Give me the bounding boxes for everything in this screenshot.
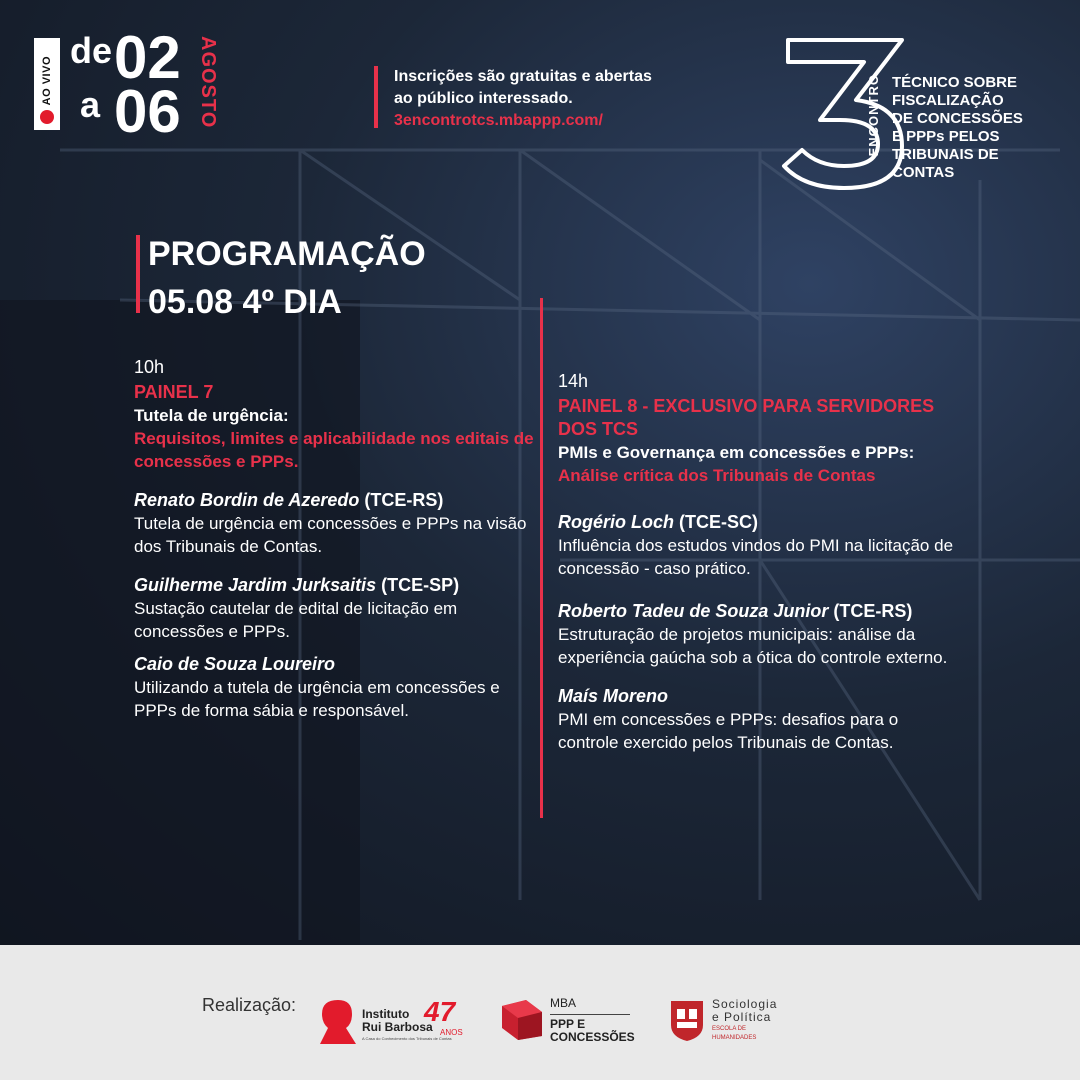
event-title	[892, 74, 1023, 182]
speaker-org: (TCE-RS)	[833, 601, 913, 621]
talk-description: PMI em concessões e PPPs: desafios para o controle exercido pelos Tribunais de Contas.	[558, 710, 899, 752]
talk-item	[558, 600, 958, 669]
date-end-day: 06	[114, 78, 181, 145]
mba-line: CONCESSÕES	[550, 1030, 635, 1044]
schedule-right-column	[558, 370, 958, 754]
event-title-line: CONTAS	[892, 164, 955, 181]
realizacao-label: Realização:	[202, 995, 297, 1015]
mba-cube-icon	[500, 998, 544, 1042]
sociologia-logo-text	[712, 998, 777, 1042]
sociologia-shield-icon	[668, 997, 706, 1043]
event-title-line: TRIBUNAIS DE	[892, 146, 999, 163]
socio-line: ESCOLA DE	[712, 1026, 747, 1032]
instituto-rui-barbosa-portrait-icon	[316, 996, 360, 1046]
session-time: 14h	[558, 371, 589, 391]
speaker-name: Roberto Tadeu de Souza Junior	[558, 601, 829, 621]
schedule-left-column	[134, 356, 534, 722]
talk-item	[558, 685, 958, 754]
speaker-name: Renato Bordin de Azeredo	[134, 490, 360, 510]
speaker-org: (TCE-SP)	[381, 575, 460, 595]
registration-info	[394, 66, 652, 132]
info-accent-bar	[374, 66, 378, 128]
irb-logo-text	[362, 1008, 433, 1034]
talk-item	[134, 653, 534, 722]
live-label: AO VIVO	[41, 55, 53, 105]
mba-line	[550, 1014, 635, 1044]
mba-line: MBA	[550, 996, 577, 1010]
talk-description: Utilizando a tutela de urgência em concessões e PPPs de forma sábia e responsável.	[134, 678, 500, 720]
session-time: 10h	[134, 357, 165, 377]
column-divider	[540, 298, 543, 818]
info-line-2: ao público interessado.	[394, 90, 573, 107]
live-badge	[34, 38, 60, 130]
talk-description: Tutela de urgência em concessões e PPPs na visão dos Tribunais de Contas.	[134, 514, 527, 556]
mba-line: PPP E	[550, 1017, 586, 1031]
event-title-line: DE CONCESSÕES	[892, 110, 1023, 127]
live-dot-icon	[40, 110, 54, 124]
talk-item	[134, 489, 534, 558]
program-accent-bar	[136, 235, 140, 313]
talk-description: Estruturação de projetos municipais: análise da experiência gaúcha sob a ótica do controle externo.	[558, 625, 948, 667]
program-heading	[148, 230, 426, 326]
speaker-name: Guilherme Jardim Jurksaitis	[134, 575, 377, 595]
event-edition-label: ENCONTRO	[866, 74, 881, 157]
program-title: PROGRAMAÇÃO	[148, 235, 426, 273]
speaker-name: Maís Moreno	[558, 686, 669, 706]
socio-line: Sociologia	[712, 997, 778, 1011]
event-title-line: FISCALIZAÇÃO	[892, 92, 1004, 109]
speaker-org: (TCE-RS)	[364, 490, 444, 510]
irb-47-mark: 47	[424, 996, 456, 1027]
registration-link[interactable]: 3encontrotcs.mbappp.com/	[394, 112, 603, 129]
panel-topic: PMIs e Governança em concessões e PPPs:	[558, 443, 915, 462]
program-date: 05.08 4º DIA	[148, 283, 342, 321]
socio-line: HUMANIDADES	[712, 1035, 757, 1041]
event-title-line: TÉCNICO SOBRE	[892, 74, 1018, 91]
panel-title: PAINEL 8 - EXCLUSIVO PARA SERVIDORES DOS TCS	[558, 396, 935, 439]
irb-line: Rui Barbosa	[362, 1020, 433, 1034]
date-start-day: 02	[114, 24, 181, 91]
mba-logo-text	[550, 996, 635, 1044]
speaker-org: (TCE-SC)	[679, 512, 759, 532]
talk-item	[134, 574, 534, 643]
talk-description: Influência dos estudos vindos do PMI na licitação de concessão - caso prático.	[558, 536, 954, 578]
date-month: AGOSTO	[197, 36, 219, 129]
speaker-name: Rogério Loch	[558, 512, 674, 532]
panel-subtopic: Análise crítica dos Tribunais de Contas	[558, 466, 876, 485]
talk-description: Sustação cautelar de edital de licitação em concessões e PPPs.	[134, 599, 458, 641]
socio-line: e Política	[712, 1010, 772, 1024]
panel-topic: Tutela de urgência:	[134, 406, 289, 425]
speaker-name: Caio de Souza Loureiro	[134, 654, 336, 674]
irb-line: Instituto	[362, 1007, 410, 1021]
irb-tagline: A Casa do Conhecimento dos Tribunais de Contas	[362, 1036, 452, 1041]
talk-item	[558, 511, 958, 580]
date-to-word: a	[80, 84, 101, 125]
info-line-1: Inscrições são gratuitas e abertas	[394, 68, 652, 85]
number-three-logo-icon	[780, 34, 910, 194]
event-title-line: E PPPs PELOS	[892, 128, 1000, 145]
irb-anos-mark: ANOS	[440, 1028, 463, 1037]
date-from-word: de	[70, 30, 113, 71]
panel-title: PAINEL 7	[134, 382, 214, 402]
panel-subtopic: Requisitos, limites e aplicabilidade nos editais de concessões e PPPs.	[134, 429, 534, 471]
